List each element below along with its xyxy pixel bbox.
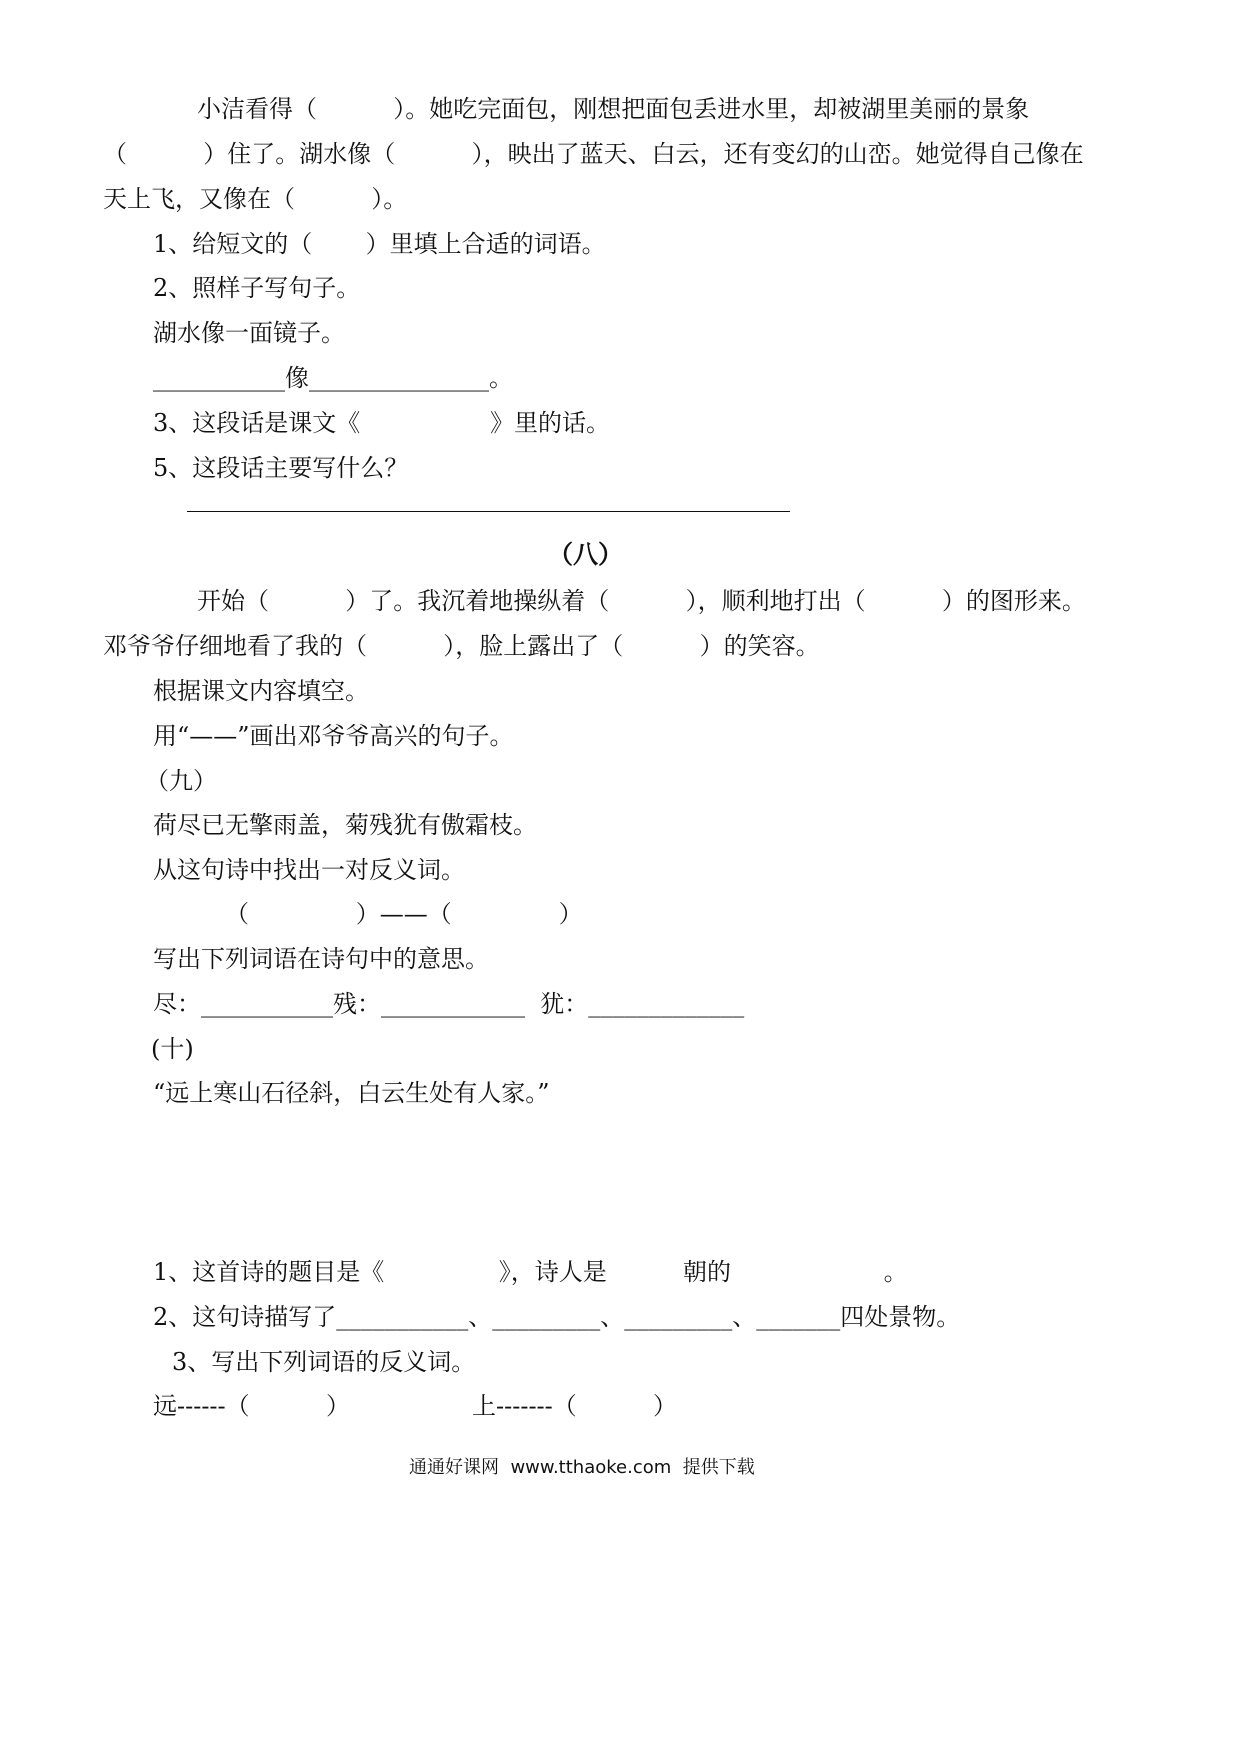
example-sentence: 湖水像一面镜子。 bbox=[153, 319, 345, 347]
question-fill-text: 根据课文内容填空。 bbox=[153, 677, 369, 705]
antonym-blanks: 远------（ ） 上-------（ ） bbox=[153, 1392, 678, 1420]
section-title-9: （九） bbox=[145, 767, 217, 795]
question-underline: 用“——”画出邓爷爷高兴的句子。 bbox=[153, 722, 514, 750]
question-lesson-title: 3、这段话是课文《 》里的话。 bbox=[153, 409, 610, 437]
passage-line-2: （ ）住了。湖水像（ ），映出了蓝天、白云，还有变幻的山峦。她觉得自己像在 bbox=[103, 140, 1084, 168]
poem-line-9: 荷尽已无擎雨盖，菊残犹有傲霜枝。 bbox=[153, 811, 537, 839]
passage8-line-2: 邓爷爷仔细地看了我的（ ），脸上露出了（ ）的笑容。 bbox=[103, 632, 820, 660]
antonym-pair-blanks: （ ）——（ ） bbox=[225, 900, 583, 928]
poem-line-10: “远上寒山石径斜，白云生处有人家。” bbox=[153, 1079, 550, 1107]
section-title-8: （八） bbox=[548, 540, 624, 569]
passage8-line-1: 开始（ ）了。我沉着地操纵着（ ），顺利地打出（ ）的图形来。 bbox=[197, 587, 1086, 615]
passage-line-1: 小洁看得（ ）。她吃完面包，刚想把面包丢进水里，却被湖里美丽的景象 bbox=[197, 95, 1030, 123]
question-word-meaning: 写出下列词语在诗句中的意思。 bbox=[153, 945, 489, 973]
question-main-idea: 5、这段话主要写什么？ bbox=[153, 454, 409, 482]
question-poem-title: 1、这首诗的题目是《 》，诗人是 朝的 。 bbox=[153, 1258, 908, 1286]
question-fill-words: 1、给短文的（ ）里填上合适的词语。 bbox=[153, 230, 606, 258]
answer-line bbox=[187, 511, 790, 512]
footer-text: 通通好课网 www.tthaoke.com 提供下载 bbox=[409, 1457, 755, 1478]
passage-line-3: 天上飞，又像在（ ）。 bbox=[103, 185, 408, 213]
question-scenery: 2、这句诗描写了___________、_________、_________、_______四处景物。 bbox=[153, 1303, 961, 1331]
question-antonym-pair: 从这句诗中找出一对反义词。 bbox=[153, 856, 465, 884]
question-imitate-sentence: 2、照样子写句子。 bbox=[153, 274, 361, 302]
question-antonyms: 3、写出下列词语的反义词。 bbox=[172, 1348, 476, 1376]
section-title-10: (十) bbox=[151, 1035, 194, 1063]
sentence-blank: ___________像_______________。 bbox=[153, 364, 513, 392]
word-meaning-blanks: 尽：___________残：____________ 犹：_____________ bbox=[153, 990, 745, 1018]
